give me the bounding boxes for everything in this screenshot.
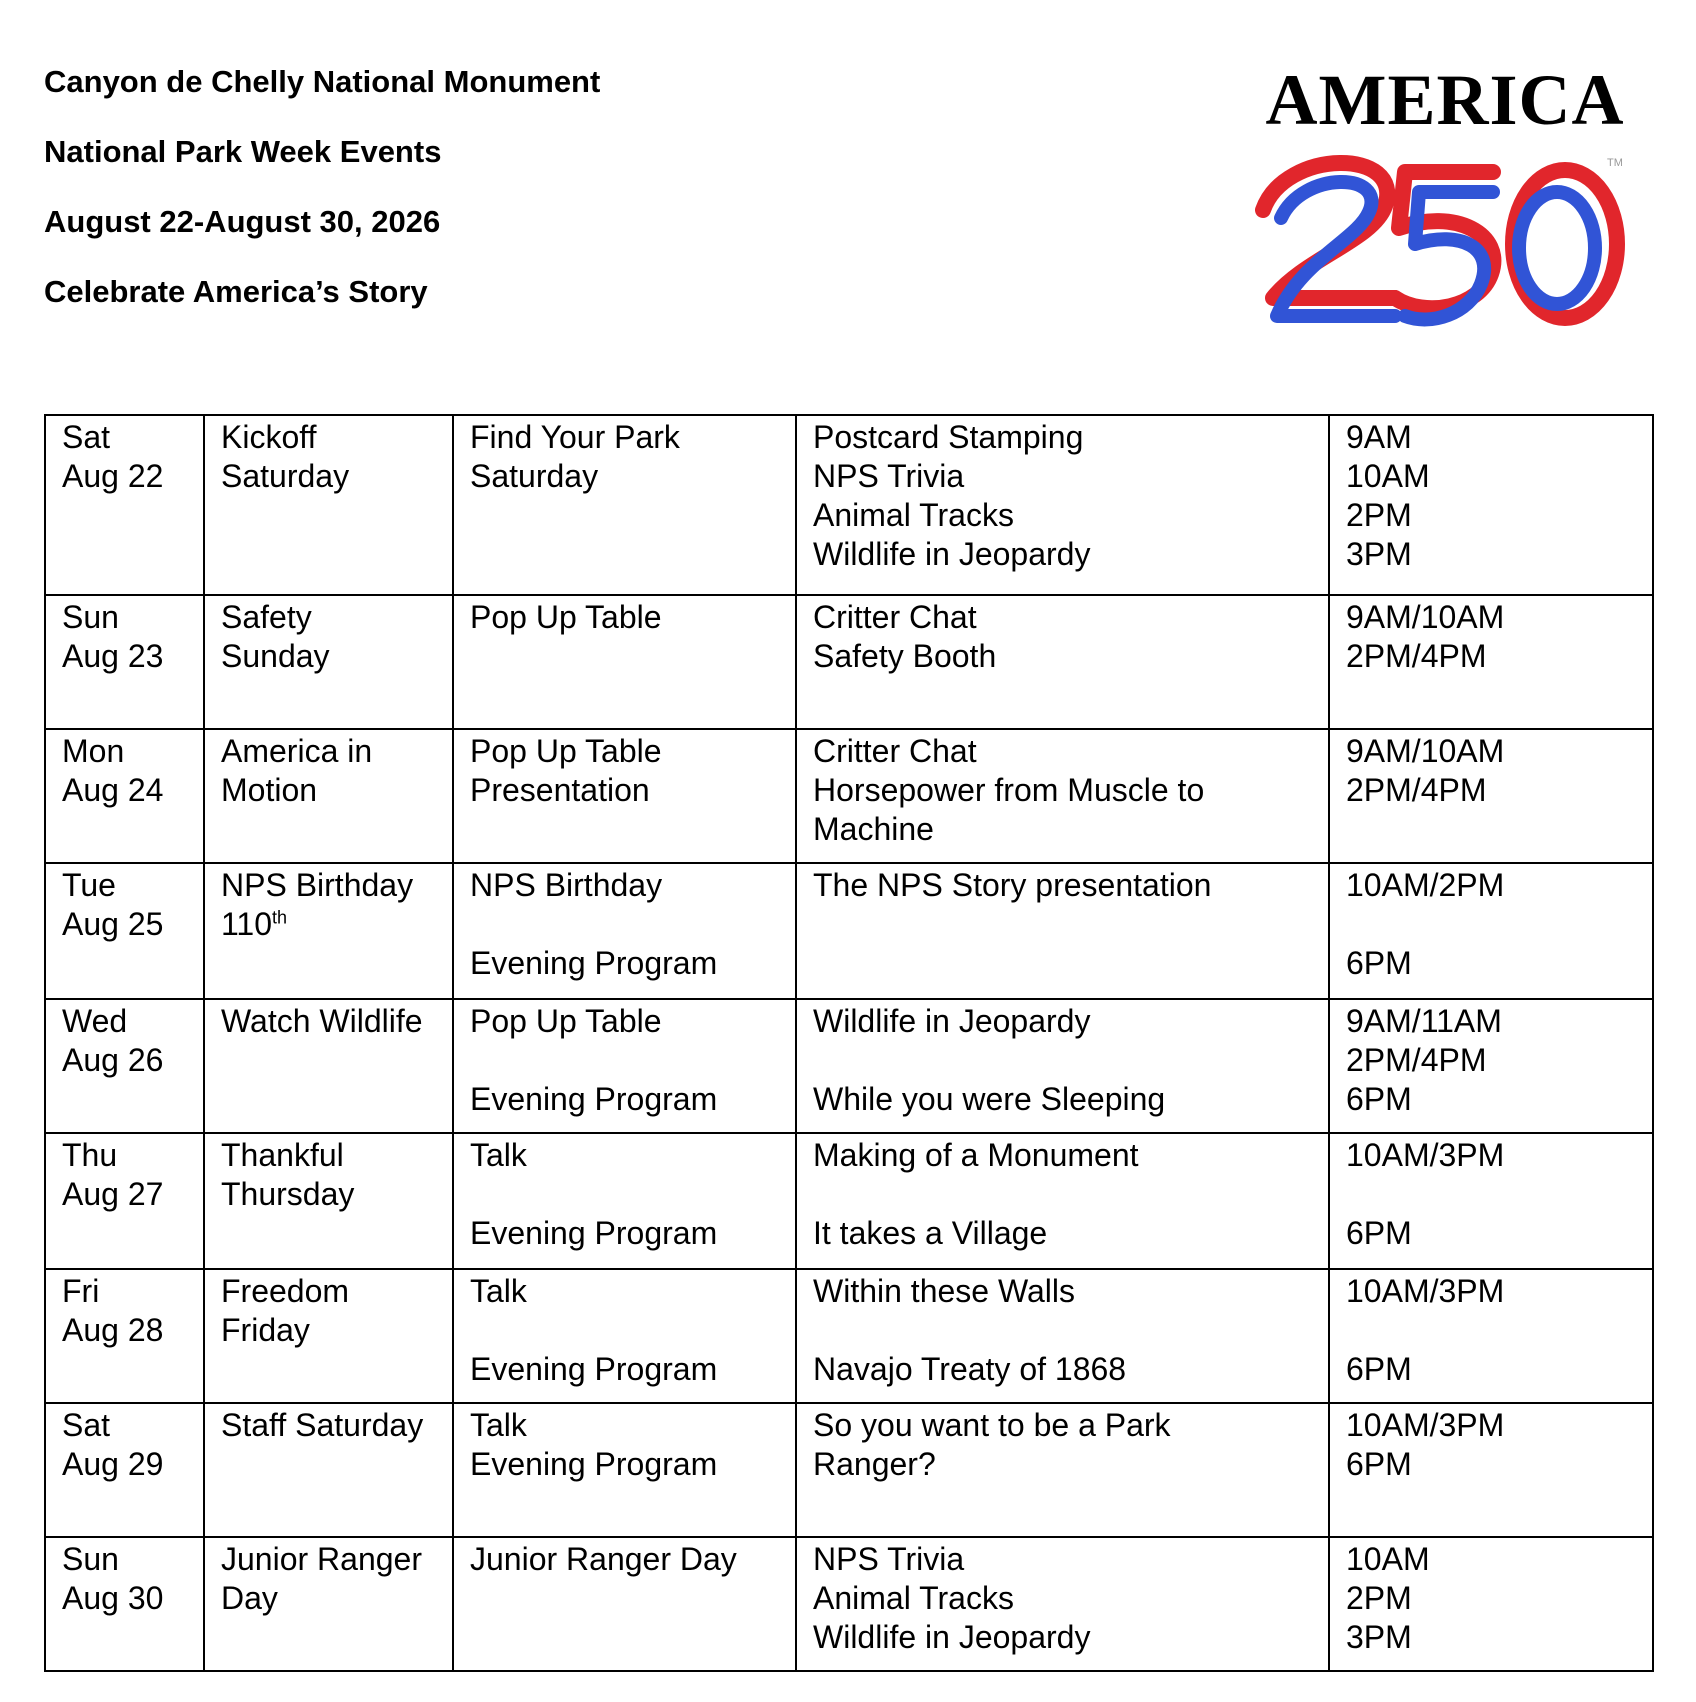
times-cell: 9AM/10AM 2PM/4PM	[1329, 595, 1653, 729]
times-cell: 9AM/11AM 2PM/4PM 6PM	[1329, 999, 1653, 1133]
events-schedule-table	[44, 414, 1654, 1672]
theme-cell: Staff Saturday	[204, 1403, 453, 1537]
times-cell: 10AM/3PM 6PM	[1329, 1403, 1653, 1537]
type-cell: Junior Ranger Day	[453, 1537, 796, 1671]
times-cell: 10AM 2PM 3PM	[1329, 1537, 1653, 1671]
tagline: Celebrate America’s Story	[44, 274, 428, 309]
event-title: National Park Week Events	[44, 134, 442, 169]
activity-cell: Critter Chat Horsepower from Muscle to Machine	[796, 729, 1329, 863]
times-cell: 10AM/3PM 6PM	[1329, 1269, 1653, 1403]
activity-cell: NPS Trivia Animal Tracks Wildlife in Jeopardy	[796, 1537, 1329, 1671]
times-cell: 9AM 10AM 2PM 3PM	[1329, 415, 1653, 595]
table-row	[45, 729, 1653, 863]
theme-cell: Safety Sunday	[204, 595, 453, 729]
times-cell: 10AM/3PM 6PM	[1329, 1133, 1653, 1269]
america-250-logo	[1255, 62, 1635, 342]
table-row	[45, 1403, 1653, 1537]
table-row	[45, 999, 1653, 1133]
day-cell: Fri Aug 28	[45, 1269, 204, 1403]
activity-cell: Making of a Monument It takes a Village	[796, 1133, 1329, 1269]
theme-cell: Thankful Thursday	[204, 1133, 453, 1269]
type-cell: NPS Birthday Evening Program	[453, 863, 796, 999]
date-range: August 22-August 30, 2026	[44, 204, 441, 239]
type-cell: Talk Evening Program	[453, 1133, 796, 1269]
day-cell: Sun Aug 30	[45, 1537, 204, 1671]
times-cell: 9AM/10AM 2PM/4PM	[1329, 729, 1653, 863]
theme-cell: Kickoff Saturday	[204, 415, 453, 595]
ordinal-suffix: th	[272, 907, 288, 928]
day-cell: Sat Aug 22	[45, 415, 204, 595]
day-cell: Sun Aug 23	[45, 595, 204, 729]
type-cell: Pop Up Table Evening Program	[453, 999, 796, 1133]
document-heading	[44, 64, 600, 344]
day-cell: Mon Aug 24	[45, 729, 204, 863]
table-row	[45, 595, 1653, 729]
theme-cell: NPS Birthday 110th	[204, 863, 453, 999]
day-cell: Thu Aug 27	[45, 1133, 204, 1269]
day-cell: Wed Aug 26	[45, 999, 204, 1133]
activity-cell: So you want to be a Park Ranger?	[796, 1403, 1329, 1537]
table-row	[45, 1133, 1653, 1269]
table-row	[45, 415, 1653, 595]
type-cell: Pop Up Table Presentation	[453, 729, 796, 863]
table-row	[45, 1537, 1653, 1671]
activity-cell: Critter Chat Safety Booth	[796, 595, 1329, 729]
day-cell: Sat Aug 29	[45, 1403, 204, 1537]
theme-cell: Watch Wildlife	[204, 999, 453, 1133]
theme-cell: America in Motion	[204, 729, 453, 863]
activity-cell: The NPS Story presentation	[796, 863, 1329, 999]
times-cell: 10AM/2PM 6PM	[1329, 863, 1653, 999]
theme-cell: Freedom Friday	[204, 1269, 453, 1403]
table-row	[45, 863, 1653, 999]
activity-cell: Postcard Stamping NPS Trivia Animal Tracks Wildlife in Jeopardy	[796, 415, 1329, 595]
monument-title: Canyon de Chelly National Monument	[44, 64, 601, 99]
type-cell: Talk Evening Program	[453, 1403, 796, 1537]
type-cell: Talk Evening Program	[453, 1269, 796, 1403]
type-cell: Find Your Park Saturday	[453, 415, 796, 595]
theme-cell: Junior Ranger Day	[204, 1537, 453, 1671]
activity-cell: Within these Walls Navajo Treaty of 1868	[796, 1269, 1329, 1403]
table-row	[45, 1269, 1653, 1403]
logo-250-graphic	[1255, 148, 1635, 338]
day-cell: Tue Aug 25	[45, 863, 204, 999]
logo-wordmark: AMERICA	[1265, 60, 1625, 140]
trademark-mark: TM	[1607, 157, 1623, 169]
activity-cell: Wildlife in Jeopardy While you were Sleeping	[796, 999, 1329, 1133]
type-cell: Pop Up Table	[453, 595, 796, 729]
